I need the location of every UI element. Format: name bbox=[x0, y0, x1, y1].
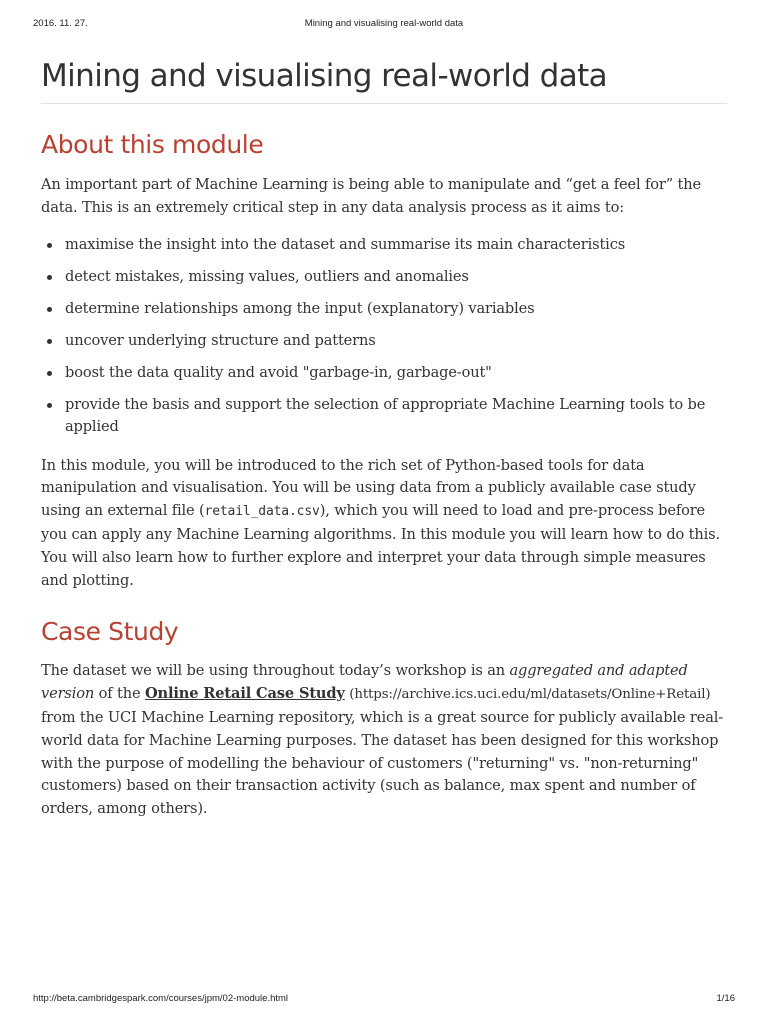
bullet-icon bbox=[47, 339, 52, 344]
about-intro-paragraph: An important part of Machine Learning is being able to manipulate and “get a feel for” the data. This is an extremely critical step in any data analysis process as it aims to: bbox=[41, 176, 701, 216]
bullet-icon bbox=[47, 371, 52, 376]
paragraph-text: of the bbox=[94, 685, 145, 703]
page-title: Mining and visualising real-world data bbox=[41, 58, 727, 104]
list-item bbox=[41, 362, 727, 384]
list-item-text: detect mistakes, missing values, outliers and anomalies bbox=[65, 267, 469, 285]
emphasis-text: aggregated and adapted version bbox=[41, 662, 688, 703]
link-url-text: (https://archive.ics.uci.edu/ml/datasets/Online+Retail) bbox=[349, 687, 711, 703]
list-item bbox=[41, 266, 727, 288]
filename-code: retail_data.csv bbox=[204, 504, 320, 520]
list-item bbox=[41, 330, 727, 352]
case-study-heading: Case Study bbox=[41, 617, 179, 647]
list-item bbox=[41, 298, 727, 320]
paragraph-text: ), which you will need to load and pre-process before you can apply any Machine Learning algorithms. In this module you will learn how to do this. You will also learn how to further explore and interpret your data through simple measures and plotting. bbox=[41, 502, 720, 589]
list-item-text: maximise the insight into the dataset and summarise its main characteristics bbox=[65, 235, 626, 253]
paragraph-text: from the UCI Machine Learning repository, which is a great source for publicly available real-world data for Machine Learning purposes. The dataset has been designed for this workshop with the purpose of modelling the behaviour of customers ("returning" vs. "non-returning" customers) based on their transaction activity (such as balance, max spent and number of orders, among others). bbox=[41, 708, 724, 818]
case-study-paragraph bbox=[41, 660, 727, 821]
list-item-text: provide the basis and support the selection of appropriate Machine Learning tools to be applied bbox=[65, 395, 706, 435]
list-item bbox=[41, 234, 727, 256]
page-number: 1/16 bbox=[716, 993, 735, 1004]
main-content bbox=[41, 58, 727, 821]
print-document-title: Mining and visualising real-world data bbox=[304, 18, 464, 29]
list-item bbox=[41, 394, 727, 438]
paragraph-text: In this module, you will be introduced to the rich set of Python-based tools for data manipulation and visualisation. You will be using data from a publicly available case study using an external file ( bbox=[41, 456, 696, 520]
bullet-icon bbox=[47, 403, 52, 408]
bullet-icon bbox=[47, 275, 52, 280]
about-module-heading: About this module bbox=[41, 130, 264, 159]
list-item-text: uncover underlying structure and patterns bbox=[65, 331, 376, 349]
bullet-icon bbox=[47, 243, 52, 248]
bullet-icon bbox=[47, 307, 52, 312]
print-footer bbox=[33, 993, 735, 1007]
paragraph-text: The dataset we will be using throughout today’s workshop is an bbox=[41, 662, 510, 680]
online-retail-link[interactable]: Online Retail Case Study bbox=[144, 685, 345, 703]
print-date: 2016. 11. 27. bbox=[33, 18, 88, 29]
print-header bbox=[33, 18, 735, 32]
about-tools-paragraph bbox=[41, 455, 727, 593]
list-item-text: determine relationships among the input (explanatory) variables bbox=[65, 299, 535, 317]
list-item-text: boost the data quality and avoid "garbage-in, garbage-out" bbox=[65, 363, 492, 381]
print-url: http://beta.cambridgespark.com/courses/jpm/02-module.html bbox=[33, 993, 289, 1004]
aims-bullet-list bbox=[41, 234, 727, 438]
